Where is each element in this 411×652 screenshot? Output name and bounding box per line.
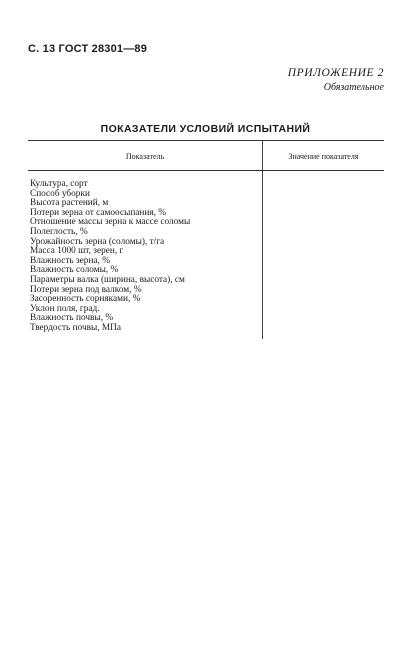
parameter-row: Уклон поля, град.	[30, 303, 100, 314]
table-top-rule	[28, 140, 384, 141]
parameter-row: Параметры валка (ширина, высота), см	[30, 274, 185, 285]
page-header: С. 13 ГОСТ 28301—89	[28, 43, 148, 55]
parameter-row: Способ уборки	[30, 188, 90, 199]
appendix-status: Обязательное	[323, 82, 384, 93]
column-header-value: Значение показателя	[288, 152, 359, 161]
document-title: ПОКАЗАТЕЛИ УСЛОВИЙ ИСПЫТАНИЙ	[100, 123, 311, 135]
appendix-title: ПРИЛОЖЕНИЕ 2	[287, 67, 384, 79]
parameter-row: Влажность почвы, %	[30, 313, 114, 324]
parameter-list	[30, 180, 190, 334]
parameter-row: Масса 1000 шт, зерен, г	[30, 246, 124, 257]
parameter-row: Засоренность сорняками, %	[30, 294, 141, 305]
parameter-row: Потери зерна от самоосыпания, %	[30, 207, 167, 218]
parameter-row: Твердость почвы, МПа	[30, 322, 122, 333]
parameter-row: Урожайность зерна (соломы), т/га	[30, 236, 165, 247]
parameter-row: Полеглость, %	[30, 226, 88, 237]
table-header-rule	[28, 170, 384, 171]
column-header-parameter: Показатель	[125, 152, 165, 161]
parameter-row: Влажность соломы, %	[30, 265, 119, 276]
parameter-row: Влажность зерна, %	[30, 255, 110, 266]
parameter-row: Культура, сорт	[30, 179, 88, 189]
parameter-row: Высота растений, м	[30, 198, 109, 209]
parameter-row: Потери зерна под валком, %	[30, 284, 142, 295]
parameter-row: Отношение массы зерна к массе соломы	[30, 217, 191, 228]
appendix-block	[288, 66, 384, 95]
